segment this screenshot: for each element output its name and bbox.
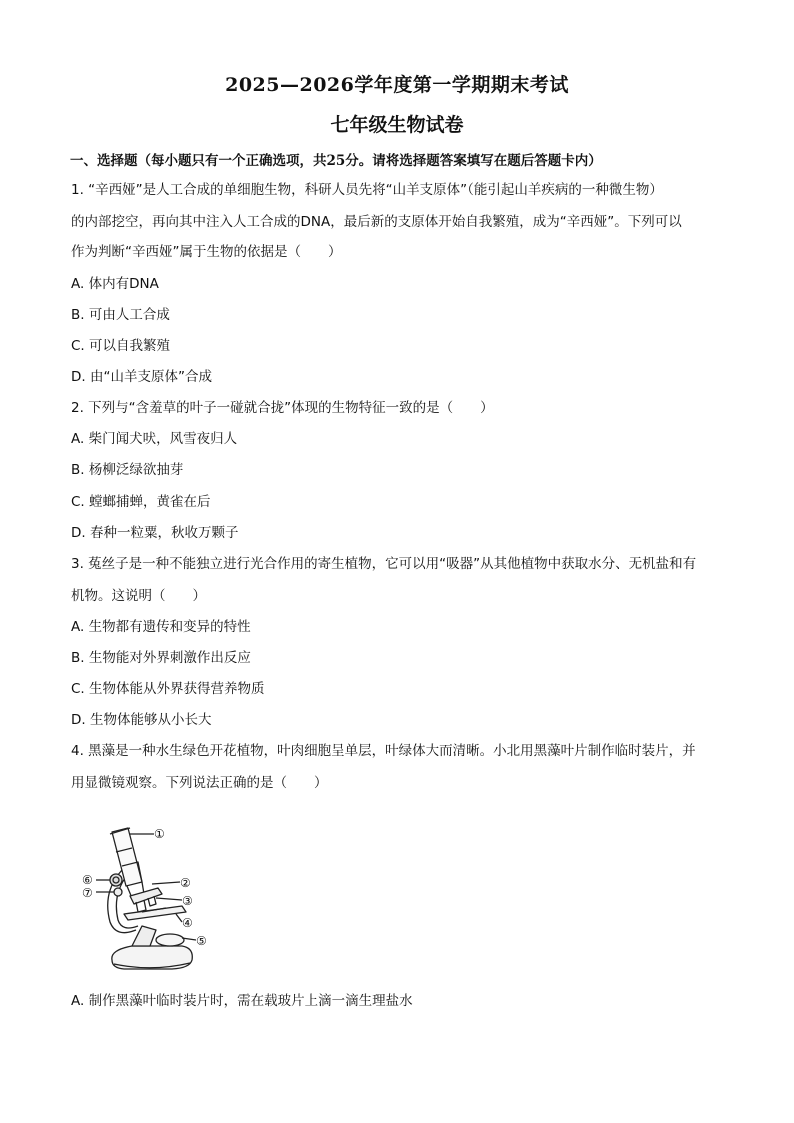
diagram-label-4: ④ — [182, 916, 193, 930]
microscope-diagram — [72, 822, 222, 974]
exam-title: 2025—2026学年度第一学期期末考试 — [225, 74, 569, 96]
question-1-option-c: C. 可以自我繁殖 — [71, 338, 171, 354]
question-3-line-2: 机物。这说明（ ） — [71, 588, 206, 604]
question-1-line-1: 1. “辛西娅”是人工合成的单细胞生物，科研人员先将“山羊支原体”（能引起山羊疾病的一种微生物） — [71, 182, 663, 198]
question-1-option-d: D. 由“山羊支原体”合成 — [71, 369, 212, 385]
question-1-option-a: A. 体内有DNA — [71, 276, 159, 292]
question-3-option-b: B. 生物能对外界刺激作出反应 — [71, 650, 251, 666]
diagram-label-5: ⑤ — [196, 934, 207, 948]
diagram-label-7: ⑦ — [82, 886, 93, 900]
diagram-label-6: ⑥ — [82, 873, 93, 887]
diagram-label-1: ① — [154, 827, 165, 841]
question-3-option-d: D. 生物体能够从小长大 — [71, 712, 212, 728]
question-3-option-c: C. 生物体能从外界获得营养物质 — [71, 681, 265, 697]
diagram-label-3: ③ — [182, 894, 193, 908]
question-3-line-1: 3. 菟丝子是一种不能独立进行光合作用的寄生植物，它可以用“吸器”从其他植物中获取水分、无机盐和有 — [71, 556, 697, 572]
section-heading: 一、选择题（每小题只有一个正确选项，共25分。请将选择题答案填写在题后答题卡内） — [70, 153, 602, 169]
question-2-option-c: C. 螳螂捕蝉，黄雀在后 — [71, 494, 211, 510]
question-4-option-a: A. 制作黑藻叶临时装片时，需在载玻片上滴一滴生理盐水 — [71, 993, 413, 1009]
question-1-option-b: B. 可由人工合成 — [71, 307, 170, 323]
exam-subtitle: 七年级生物试卷 — [330, 114, 464, 136]
question-4-line-2: 用显微镜观察。下列说法正确的是（ ） — [71, 775, 328, 791]
diagram-label-2: ② — [180, 876, 191, 890]
question-2-option-b: B. 杨柳泛绿欲抽芽 — [71, 462, 184, 478]
question-1-line-3: 作为判断“辛西娅”属于生物的依据是（ ） — [71, 244, 342, 260]
question-2-option-d: D. 春种一粒粟，秋收万颗子 — [71, 525, 239, 541]
question-4-line-1: 4. 黑藻是一种水生绿色开花植物，叶肉细胞呈单层，叶绿体大而清晰。小北用黑藻叶片制作临时装片，并 — [71, 743, 696, 759]
question-2-option-a: A. 柴门闻犬吠，风雪夜归人 — [71, 431, 238, 447]
question-1-line-2: 的内部挖空，再向其中注入人工合成的DNA，最后新的支原体开始自我繁殖，成为“辛西娅”。下列可以 — [71, 214, 682, 230]
question-2-line-1: 2. 下列与“含羞草的叶子一碰就合拢”体现的生物特征一致的是（ ） — [71, 400, 494, 416]
question-3-option-a: A. 生物都有遗传和变异的特性 — [71, 619, 251, 635]
